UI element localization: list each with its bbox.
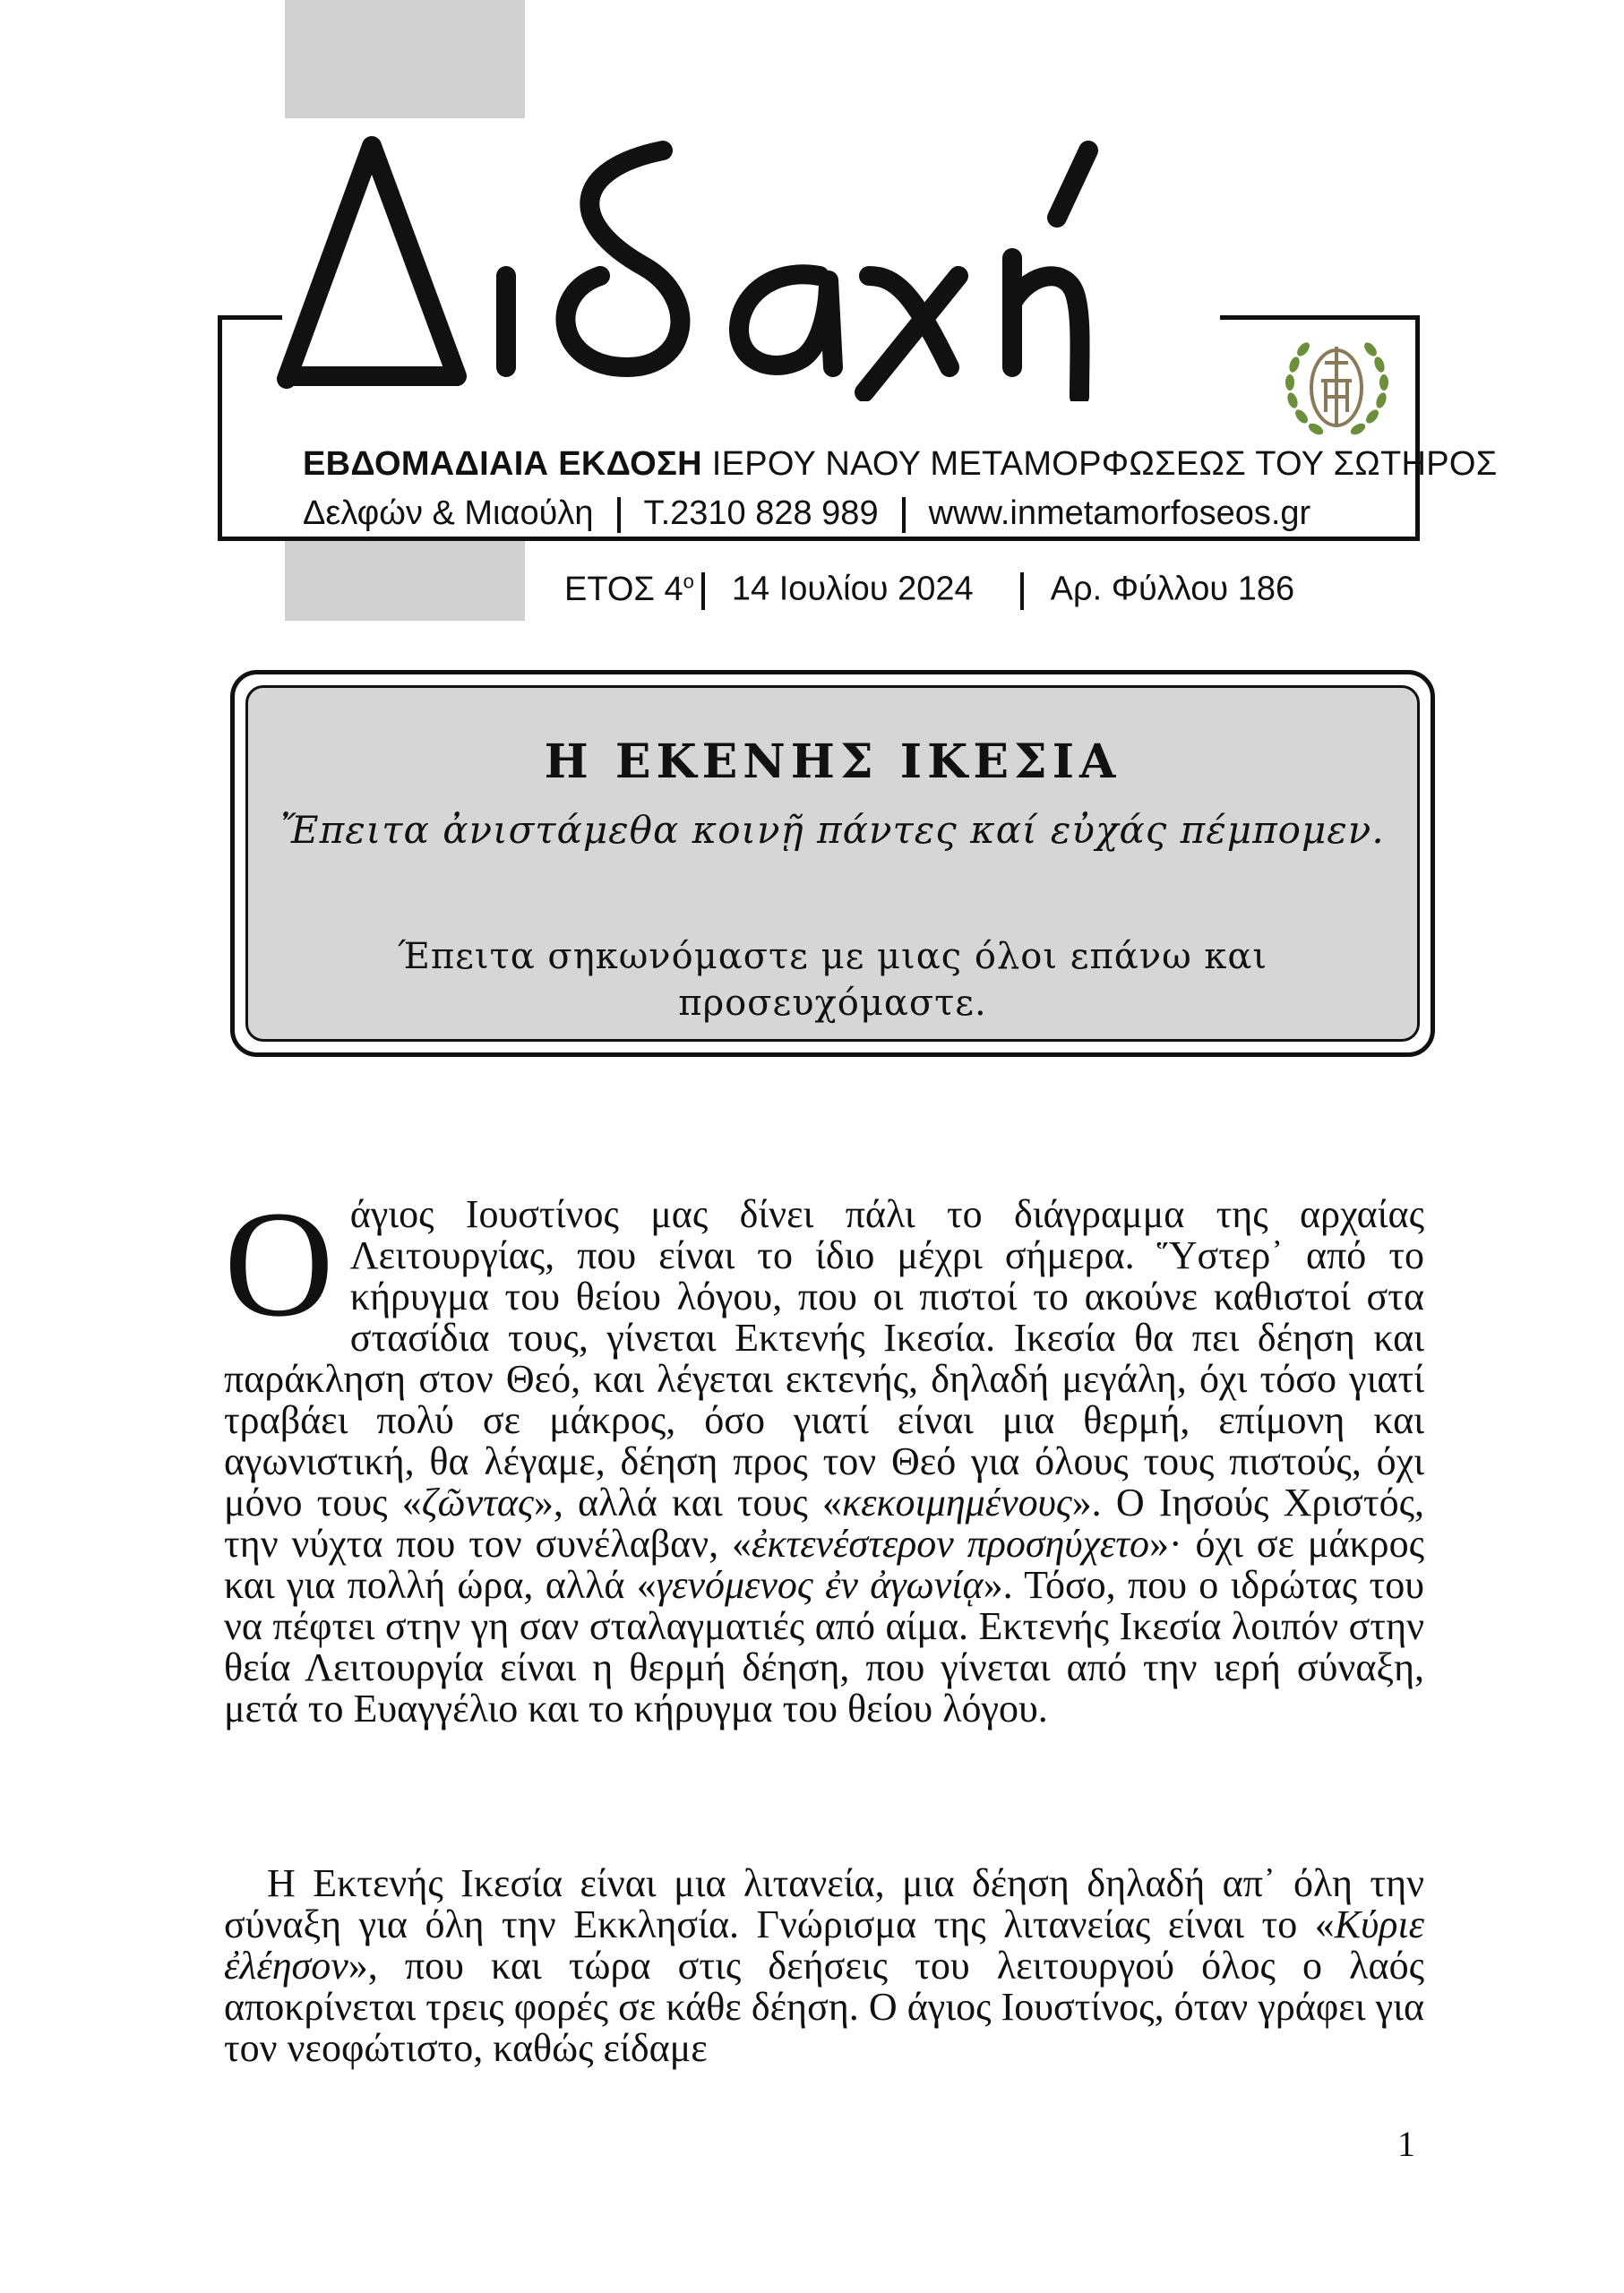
separator: [1020, 572, 1024, 610]
issue-date: 14 Ιουλίου 2024: [731, 570, 974, 608]
contact-line: [303, 494, 1413, 533]
article-paragraph-2: Η Εκτενής Ικεσία είναι μια λιτανεία, μια δέηση δηλαδή απ᾽ όλη την σύναξη για όλη την Εκκλησία. Γνώρισμα της λιτανείας είναι το «Κύριε ἐλέησον», που και τώρα στις δεήσεις του λειτουργού όλος ο λαός αποκρίνεται τρεις φορές σε κάθε δέηση. Ο άγιος Ιουστίνος, όταν γράφει για τον νεοφώτιστο, καθώς είδαμε: [224, 1861, 1424, 2070]
issue-info: [564, 570, 1424, 610]
address: Δελφών & Μιαούλη: [303, 494, 594, 532]
didache-logo: [269, 133, 1236, 401]
article-title-box-inner: [245, 685, 1420, 1042]
separator: [701, 572, 705, 610]
liturgical-quote: Ἔπειτα ἀνιστάμεθα κοινῇ πάντες καί εὐχάς πέμπομεν.: [280, 808, 1385, 852]
article-paragraph-1: Οάγιος Ιουστίνος μας δίνει πάλι το διάγραμμα της αρχαίας Λειτουργίας, που είναι το ίδιο μέχρι σήμερα. Ὕστερ᾽ από το κήρυγμα του θείου λόγου, που οι πιστοί το ακούνε καθιστοί στα στασίδια τους, γίνεται Εκτενής Ικεσία. Ικεσία θα πει δέηση και παράκληση στον Θεό, και λέγεται εκτενής, δηλαδή μεγάλη, όχι τόσο γιατί τραβάει πολύ σε μάκρος, όσο γιατί είναι μια θερμή, επίμονη και αγωνιστική, θα λέγαμε, δέηση προς τον Θεό για όλους τους πιστούς, όχι μόνο τους «ζῶντας», αλλά και τους «κεκοιμημένους». Ο Ιησούς Χριστός, την νύχτα που τον συνέλαβαν, «ἐκτενέστερον προσηύχετο»· όχι σε μάκρος και για πολλή ώρα, αλλά «γενόμενος ἐν ἀγωνίᾳ». Τόσο, που ο ιδρώτας του να πέφτει στην γη σαν σταλαγματιές από αίμα. Εκτενής Ικεσία λοιπόν στην θεία Λειτουργία είναι η θερμή δέηση, που γίνεται από την ιερή σύναξη, μετά το Ευαγγέλιο και το κήρυγμα του θείου λόγου.: [224, 1180, 1424, 1730]
edition-type: ΕΒΔΟΜΑΔΙΑΙΑ ΕΚΔΟΣΗ: [303, 445, 702, 483]
decorative-gray-block-top: [285, 0, 525, 118]
church-name: ΙΕΡΟΥ ΝΑΟΥ ΜΕΤΑΜΟΡΦΩΣΕΩΣ ΤΟΥ ΣΩΤΗΡΟΣ: [701, 445, 1498, 483]
page-number: 1: [1397, 2124, 1415, 2164]
drop-cap: Ο: [224, 1180, 334, 1348]
article-title: Η ΕΚΕΝΗΣ ΙΚΕΣΙΑ: [544, 734, 1121, 789]
separator: [902, 497, 906, 533]
masthead-frame-top-right: [1220, 315, 1420, 320]
publisher-line: [303, 445, 1498, 484]
article-title-box: [230, 670, 1435, 1057]
phone: Τ.2310 828 989: [643, 494, 879, 532]
quote-translation: Έπειτα σηκωνόμαστε με μιας όλοι επάνω και προσευχόμαστε.: [397, 936, 1268, 1024]
decorative-gray-block-bottom: [285, 540, 525, 621]
issue-sheet-number: Αρ. Φύλλου 186: [1050, 570, 1295, 608]
issue-year: ΕΤΟΣ $4^o$: [564, 570, 694, 608]
monogram-wreath-emblem: [1276, 327, 1397, 448]
website-link[interactable]: www.inmetamorfoseos.gr: [928, 494, 1311, 532]
separator: [617, 497, 621, 533]
